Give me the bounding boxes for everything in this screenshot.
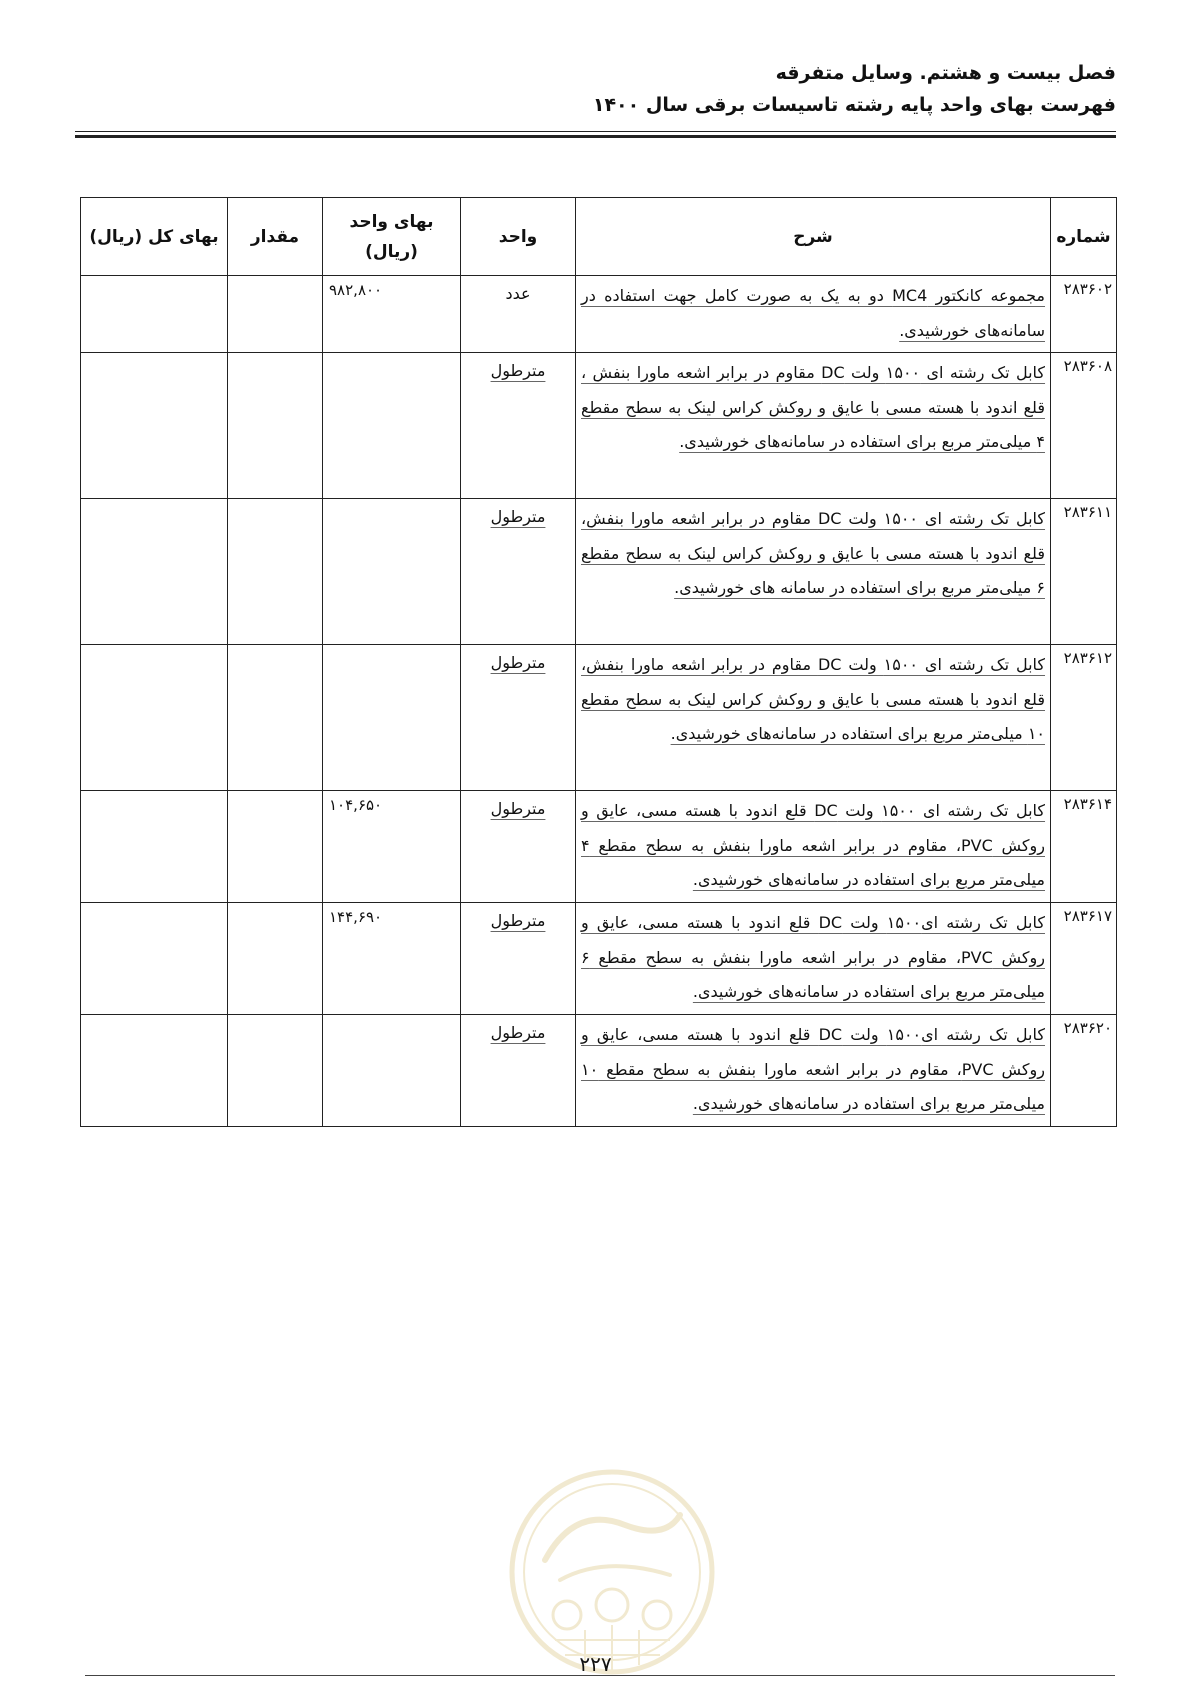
row-qty	[228, 645, 323, 791]
seal-gear-right	[643, 1601, 671, 1629]
table-header-row	[81, 198, 1117, 276]
header-rule-thin	[75, 131, 1116, 132]
header-rule-thick	[75, 135, 1116, 138]
row-unit-text: مترطول	[490, 799, 546, 818]
seal-calligraphy-mark	[545, 1515, 680, 1560]
row-qty	[228, 791, 323, 903]
page-header	[593, 58, 1116, 122]
row-unit	[461, 645, 576, 791]
row-code: ۲۸۳۶۱۷	[1051, 903, 1117, 1015]
row-total	[81, 903, 228, 1015]
row-description-text: کابل تک رشته ای ۱۵۰۰ ولت DC مقاوم در برابر اشعه ماورا بنفش، قلع اندود با هسته مسی با عایق و روکش کراس لینک به سطح مقطع ۶ میلی‌متر مربع برای استفاده در سامانه های خورشیدی.	[581, 509, 1046, 597]
row-description	[576, 903, 1051, 1015]
row-unit	[461, 499, 576, 645]
row-unit-text: مترطول	[490, 507, 546, 526]
row-description-text: کابل تک رشته ای۱۵۰۰ ولت DC قلع اندود با هسته مسی، عایق و روکش PVC، مقاوم در برابر اشعه ماورا بنفش به سطح مقطع ۱۰ میلی‌متر مربع برای استفاده در سامانه‌های خورشیدی.	[581, 1025, 1045, 1113]
row-unit-price: ۱۴۴,۶۹۰	[323, 903, 461, 1015]
seal-gear-left	[553, 1601, 581, 1629]
row-code: ۲۸۳۶۱۱	[1051, 499, 1117, 645]
col-header-code: شماره	[1051, 198, 1117, 276]
row-code: ۲۸۳۶۰۲	[1051, 276, 1117, 353]
table-row	[81, 499, 1117, 645]
row-unit	[461, 353, 576, 499]
document-title: فهرست بهای واحد پایه رشته تاسیسات برقی سال ۱۴۰۰	[592, 94, 1116, 116]
row-qty	[228, 499, 323, 645]
row-unit-text: عدد	[505, 284, 531, 303]
row-qty	[228, 276, 323, 353]
row-qty	[228, 903, 323, 1015]
seal-calligraphy-swash	[560, 1566, 670, 1580]
col-header-total: بهای کل (ریال)	[81, 198, 228, 276]
row-unit-text: مترطول	[490, 1023, 546, 1042]
row-description	[576, 499, 1051, 645]
row-qty	[228, 1015, 323, 1127]
row-total	[81, 499, 228, 645]
row-description-text: کابل تک رشته ای۱۵۰۰ ولت DC قلع اندود با هسته مسی، عایق و روکش PVC، مقاوم در برابر اشعه ماورا بنفش به سطح مقطع ۶ میلی‌متر مربع برای استفاده در سامانه‌های خورشیدی.	[581, 913, 1045, 1001]
row-unit-price: ۹۸۲,۸۰۰	[323, 276, 461, 353]
row-description-text: کابل تک رشته ای ۱۵۰۰ ولت DC قلع اندود با هسته مسی، عایق و روکش PVC، مقاوم در برابر اشعه ماورا بنفش به سطح مقطع ۴ میلی‌متر مربع برای استفاده در سامانه‌های خورشیدی.	[581, 801, 1046, 889]
table-row	[81, 353, 1117, 499]
watermark-seal-logo	[505, 1465, 720, 1680]
row-total	[81, 276, 228, 353]
row-unit-price	[323, 499, 461, 645]
row-unit-price	[323, 353, 461, 499]
row-total	[81, 791, 228, 903]
row-qty	[228, 353, 323, 499]
chapter-title: فصل بیست و هشتم. وسایل متفرقه	[775, 62, 1116, 84]
row-description-text: کابل تک رشته ای ۱۵۰۰ ولت DC مقاوم در برابر اشعه ماورا بنفش، قلع اندود با هسته مسی با عایق و روکش کراس لینک به سطح مقطع ۱۰ میلی‌متر مربع برای استفاده در سامانه‌های خورشیدی.	[581, 655, 1046, 743]
seal-gear-center	[596, 1589, 628, 1621]
row-unit-text: مترطول	[490, 653, 546, 672]
row-unit	[461, 276, 576, 353]
page-number: ۲۲۷	[579, 1652, 612, 1676]
row-total	[81, 1015, 228, 1127]
row-description	[576, 353, 1051, 499]
row-unit-text: مترطول	[490, 911, 546, 930]
row-total	[81, 645, 228, 791]
row-unit	[461, 1015, 576, 1127]
table-row	[81, 791, 1117, 903]
row-unit	[461, 903, 576, 1015]
row-description	[576, 1015, 1051, 1127]
table-row	[81, 276, 1117, 353]
table-row	[81, 903, 1117, 1015]
row-code: ۲۸۳۶۱۴	[1051, 791, 1117, 903]
row-unit-price: ۱۰۴,۶۵۰	[323, 791, 461, 903]
col-header-desc: شرح	[576, 198, 1051, 276]
col-header-unit-price: بهای واحد (ریال)	[323, 198, 461, 276]
row-unit-price	[323, 1015, 461, 1127]
row-code: ۲۸۳۶۲۰	[1051, 1015, 1117, 1127]
table-row	[81, 645, 1117, 791]
footer-rule	[85, 1675, 1115, 1676]
col-header-qty: مقدار	[228, 198, 323, 276]
row-description	[576, 276, 1051, 353]
row-code: ۲۸۳۶۰۸	[1051, 353, 1117, 499]
row-unit-text: مترطول	[490, 361, 546, 380]
row-unit	[461, 791, 576, 903]
row-total	[81, 353, 228, 499]
row-code: ۲۸۳۶۱۲	[1051, 645, 1117, 791]
row-description	[576, 791, 1051, 903]
price-table	[80, 197, 1117, 1127]
row-description	[576, 645, 1051, 791]
col-header-unit: واحد	[461, 198, 576, 276]
row-description-text: مجموعه کانکتور MC4 دو به یک به صورت کامل جهت استفاده در سامانه‌های خورشیدی.	[581, 286, 1046, 340]
table-row	[81, 1015, 1117, 1127]
row-description-text: کابل تک رشته ای ۱۵۰۰ ولت DC مقاوم در برابر اشعه ماورا بنفش ، قلع اندود با هسته مسی با عایق و روکش کراس لینک به سطح مقطع ۴ میلی‌متر مربع برای استفاده در سامانه‌های خورشیدی.	[581, 363, 1046, 451]
row-unit-price	[323, 645, 461, 791]
